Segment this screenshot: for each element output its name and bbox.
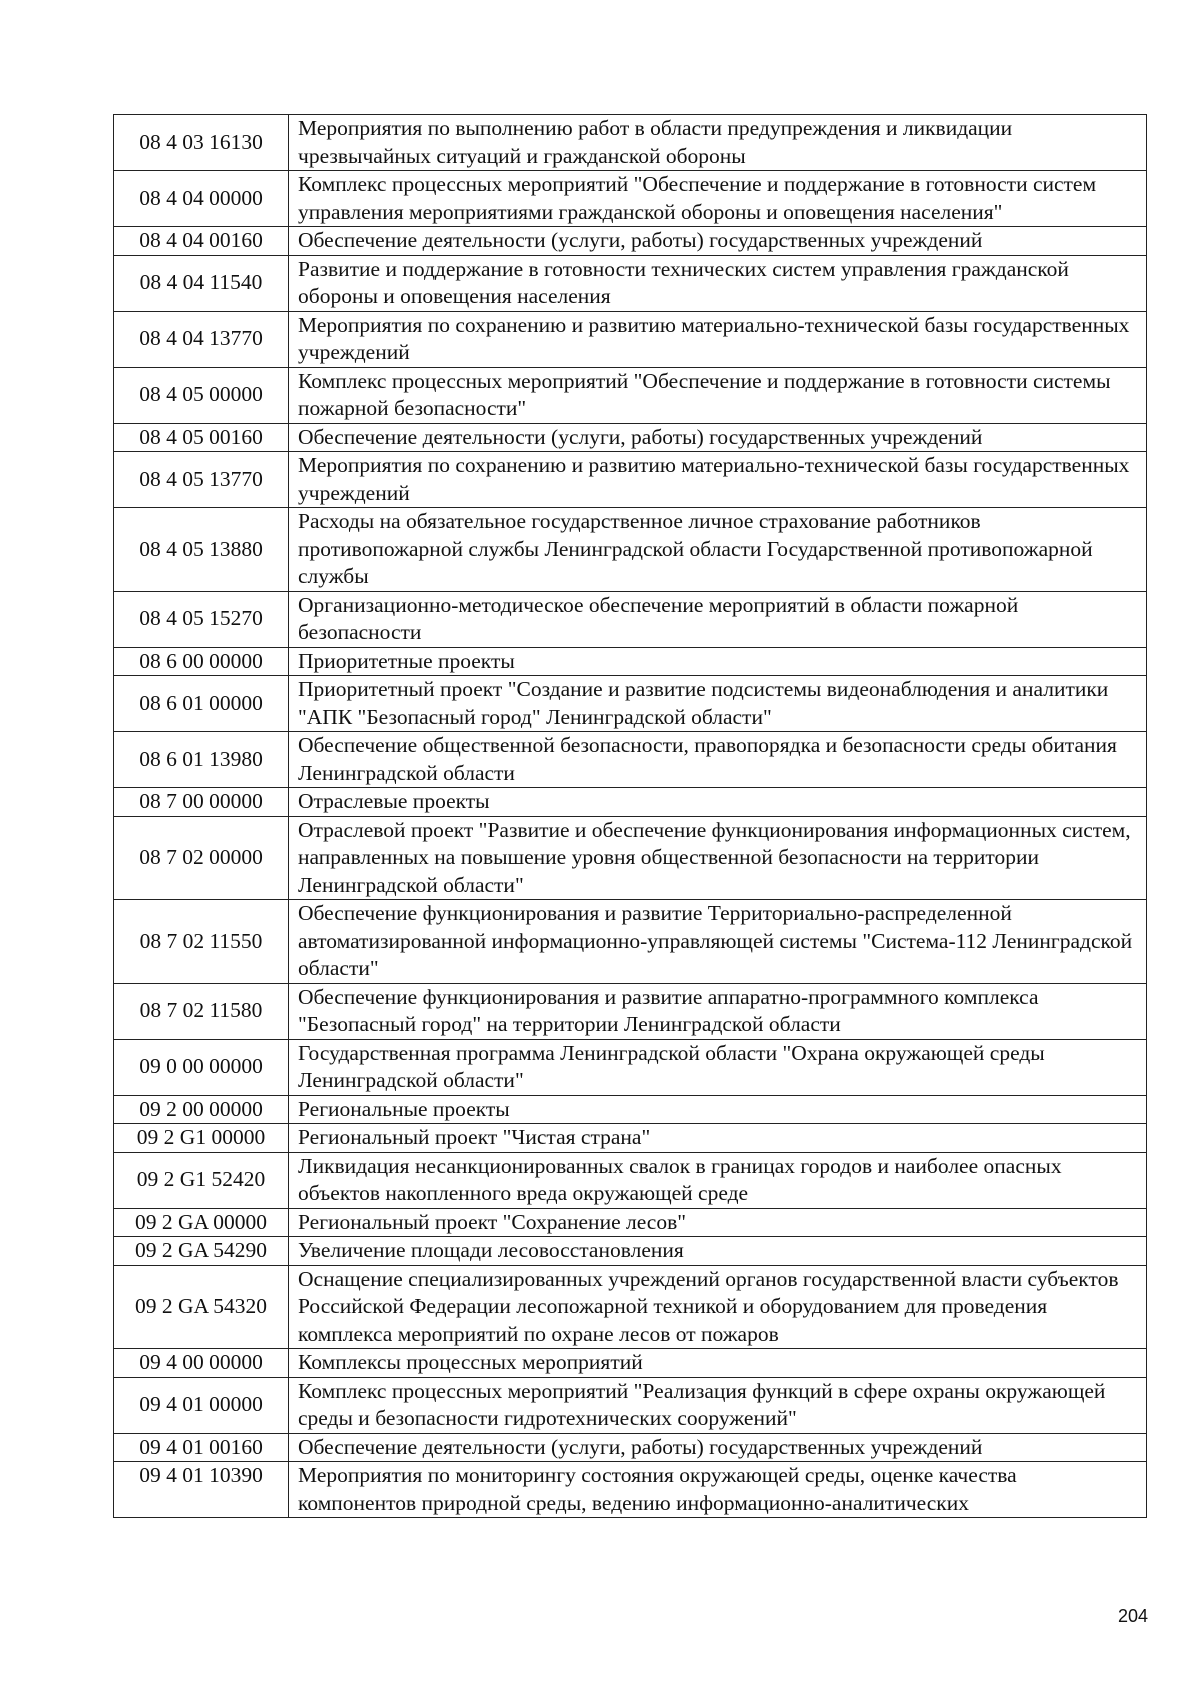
table-row [114, 1124, 1147, 1153]
table-row [114, 255, 1147, 311]
row-description: Организационно-методическое обеспечение мероприятий в области пожарной безопасности [289, 591, 1147, 647]
row-description: Комплекс процессных мероприятий "Реализация функций в сфере охраны окружающей среды и безопасности гидротехнических сооружений" [289, 1377, 1147, 1433]
row-code: 08 7 00 00000 [114, 788, 289, 817]
row-code: 08 6 01 00000 [114, 676, 289, 732]
row-code: 08 6 00 00000 [114, 647, 289, 676]
row-description: Региональные проекты [289, 1095, 1147, 1124]
row-description: Мероприятия по выполнению работ в области предупреждения и ликвидации чрезвычайных ситуаций и гражданской обороны [289, 115, 1147, 171]
table-row [114, 1095, 1147, 1124]
table-row [114, 171, 1147, 227]
row-description: Комплекс процессных мероприятий "Обеспечение и поддержание в готовности системы пожарной безопасности" [289, 367, 1147, 423]
row-description: Увеличение площади лесовосстановления [289, 1237, 1147, 1266]
row-code: 08 4 05 00160 [114, 423, 289, 452]
row-code: 08 7 02 11580 [114, 983, 289, 1039]
row-code: 09 2 00 00000 [114, 1095, 289, 1124]
row-code: 08 4 03 16130 [114, 115, 289, 171]
table-row [114, 311, 1147, 367]
row-code: 08 4 05 00000 [114, 367, 289, 423]
row-code: 08 7 02 11550 [114, 900, 289, 984]
table-row [114, 1349, 1147, 1378]
row-code: 08 6 01 13980 [114, 732, 289, 788]
table-row [114, 423, 1147, 452]
row-code: 09 4 01 10390 [114, 1462, 289, 1518]
table-row [114, 1039, 1147, 1095]
row-code: 09 2 G1 00000 [114, 1124, 289, 1153]
row-code: 09 2 GA 00000 [114, 1208, 289, 1237]
row-description: Обеспечение деятельности (услуги, работы) государственных учреждений [289, 227, 1147, 256]
row-code: 08 7 02 00000 [114, 816, 289, 900]
table-row [114, 115, 1147, 171]
row-code: 09 4 00 00000 [114, 1349, 289, 1378]
table-body [114, 115, 1147, 1518]
row-code: 08 4 04 00000 [114, 171, 289, 227]
table-row [114, 1208, 1147, 1237]
row-description: Обеспечение функционирования и развитие аппаратно-программного комплекса "Безопасный город" на территории Ленинградской области [289, 983, 1147, 1039]
row-description: Развитие и поддержание в готовности технических систем управления гражданской обороны и оповещения населения [289, 255, 1147, 311]
table-row [114, 1462, 1147, 1518]
table-row [114, 367, 1147, 423]
row-description: Мероприятия по мониторингу состояния окружающей среды, оценке качества компонентов природной среды, ведению информационно-аналитических [289, 1462, 1147, 1518]
table-row [114, 508, 1147, 592]
row-code: 09 2 GA 54320 [114, 1265, 289, 1349]
row-description: Комплексы процессных мероприятий [289, 1349, 1147, 1378]
row-description: Обеспечение функционирования и развитие Территориально-распределенной автоматизированной информационно-управляющей системы "Система-112 Ленинградской области" [289, 900, 1147, 984]
table-row [114, 1152, 1147, 1208]
row-description: Обеспечение деятельности (услуги, работы) государственных учреждений [289, 423, 1147, 452]
budget-code-table [113, 114, 1147, 1518]
row-description: Мероприятия по сохранению и развитию материально-технической базы государственных учреждений [289, 311, 1147, 367]
row-code: 08 4 04 00160 [114, 227, 289, 256]
row-description: Региональный проект "Сохранение лесов" [289, 1208, 1147, 1237]
table-row [114, 676, 1147, 732]
row-code: 09 2 G1 52420 [114, 1152, 289, 1208]
row-description: Комплекс процессных мероприятий "Обеспечение и поддержание в готовности систем управления мероприятиями гражданской обороны и оповещения населения" [289, 171, 1147, 227]
row-description: Обеспечение общественной безопасности, правопорядка и безопасности среды обитания Ленинградской области [289, 732, 1147, 788]
table-row [114, 1265, 1147, 1349]
table-row [114, 900, 1147, 984]
row-code: 09 0 00 00000 [114, 1039, 289, 1095]
row-code: 08 4 05 13770 [114, 452, 289, 508]
row-code: 08 4 04 13770 [114, 311, 289, 367]
row-description: Ликвидация несанкционированных свалок в границах городов и наиболее опасных объектов накопленного вреда окружающей среде [289, 1152, 1147, 1208]
table-row [114, 983, 1147, 1039]
table-row [114, 227, 1147, 256]
row-code: 09 4 01 00160 [114, 1433, 289, 1462]
row-description: Отраслевой проект "Развитие и обеспечение функционирования информационных систем, направленных на повышение уровня общественной безопасности на территории Ленинградской области" [289, 816, 1147, 900]
row-description: Оснащение специализированных учреждений органов государственной власти субъектов Российской Федерации лесопожарной техникой и оборудованием для проведения комплекса мероприятий по охране лесов от пожаров [289, 1265, 1147, 1349]
table-row [114, 452, 1147, 508]
row-code: 08 4 05 15270 [114, 591, 289, 647]
table-row [114, 1237, 1147, 1266]
row-description: Расходы на обязательное государственное личное страхование работников противопожарной службы Ленинградской области Государственной противопожарной службы [289, 508, 1147, 592]
row-description: Государственная программа Ленинградской области "Охрана окружающей среды Ленинградской области" [289, 1039, 1147, 1095]
table-row [114, 788, 1147, 817]
row-code: 08 4 05 13880 [114, 508, 289, 592]
page-number: 204 [1117, 1606, 1148, 1626]
row-description: Приоритетные проекты [289, 647, 1147, 676]
table-row [114, 732, 1147, 788]
row-description: Обеспечение деятельности (услуги, работы) государственных учреждений [289, 1433, 1147, 1462]
row-code: 08 4 04 11540 [114, 255, 289, 311]
row-description: Отраслевые проекты [289, 788, 1147, 817]
row-code: 09 4 01 00000 [114, 1377, 289, 1433]
table-row [114, 647, 1147, 676]
table-row [114, 1433, 1147, 1462]
row-code: 09 2 GA 54290 [114, 1237, 289, 1266]
table-row [114, 816, 1147, 900]
row-description: Мероприятия по сохранению и развитию материально-технической базы государственных учреждений [289, 452, 1147, 508]
row-description: Приоритетный проект "Создание и развитие подсистемы видеонаблюдения и аналитики "АПК "Безопасный город" Ленинградской области" [289, 676, 1147, 732]
row-description: Региональный проект "Чистая страна" [289, 1124, 1147, 1153]
table-row [114, 591, 1147, 647]
table-row [114, 1377, 1147, 1433]
